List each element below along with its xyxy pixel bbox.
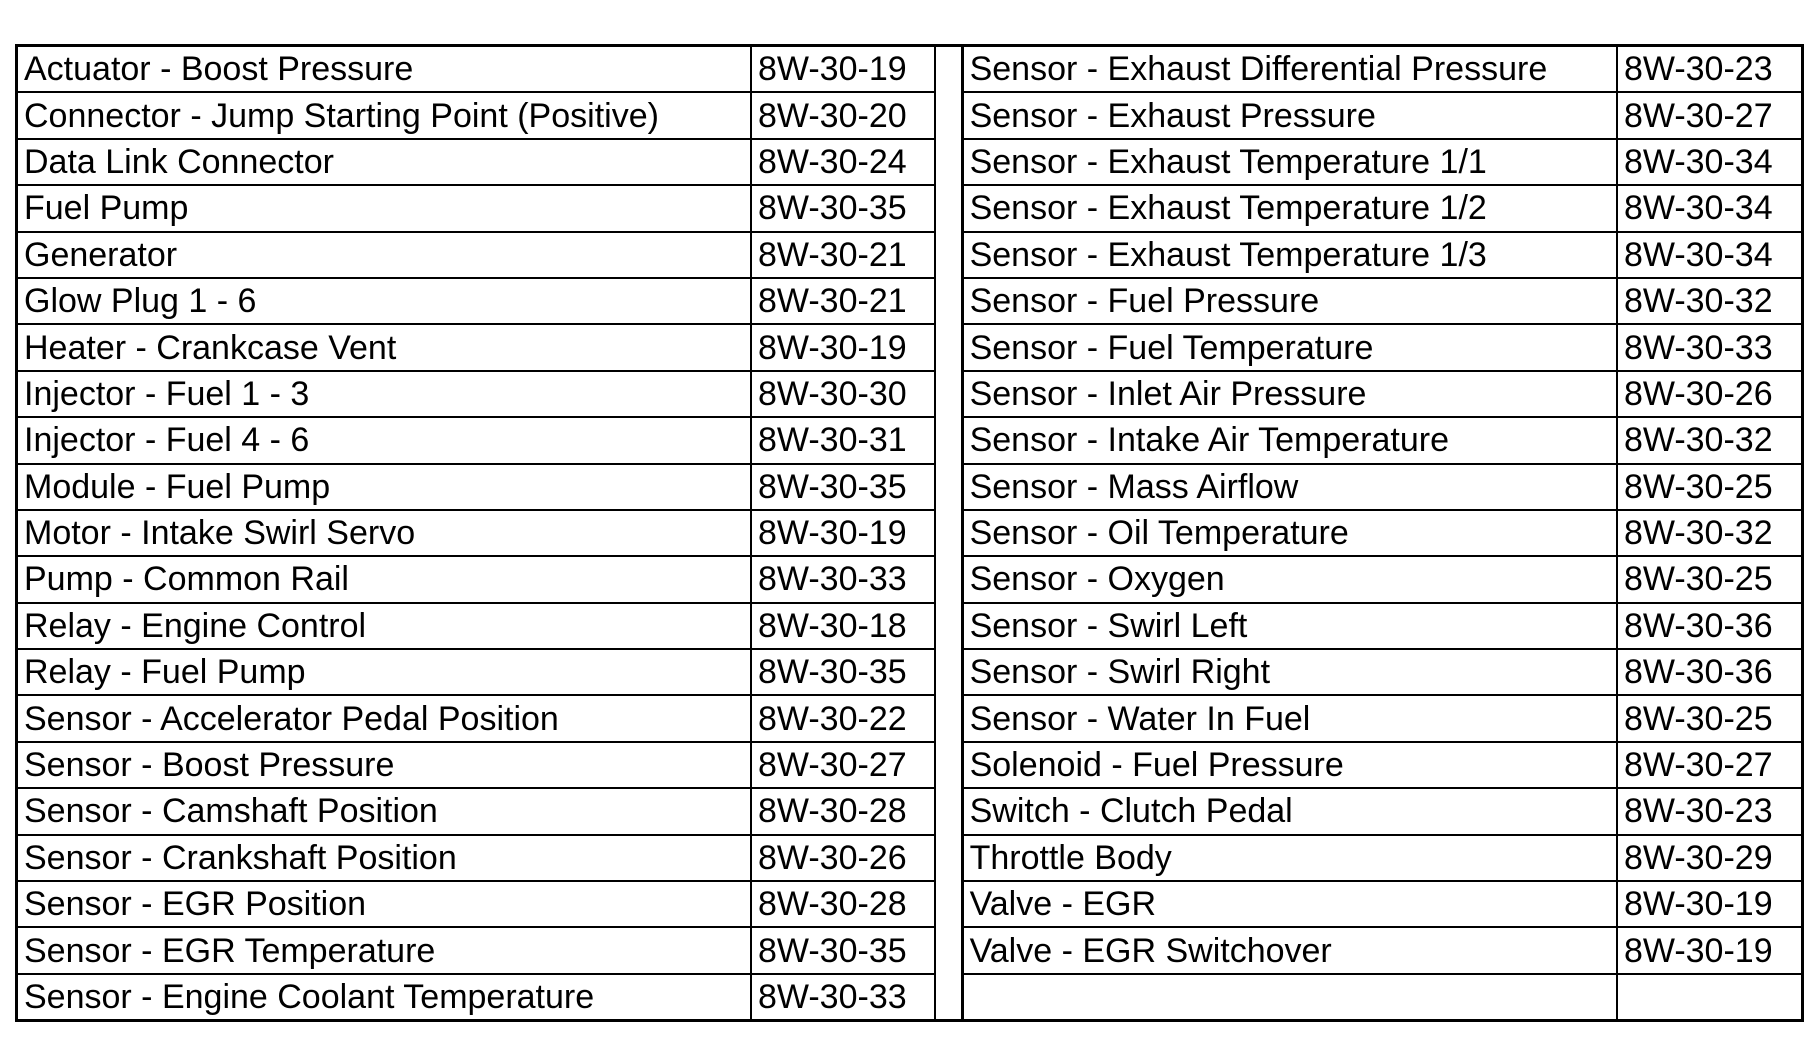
table-row: [17, 417, 1803, 463]
left-component-cell: Sensor - Camshaft Position: [17, 788, 751, 834]
right-page-cell: [1617, 974, 1803, 1021]
left-component-cell: Module - Fuel Pump: [17, 464, 751, 510]
table-row: [17, 324, 1803, 370]
right-component-cell: Valve - EGR Switchover: [962, 927, 1617, 973]
table-row: [17, 46, 1803, 93]
table-row: [17, 185, 1803, 231]
right-component-cell: Sensor - Inlet Air Pressure: [962, 371, 1617, 417]
right-component-cell: Sensor - Intake Air Temperature: [962, 417, 1617, 463]
left-component-cell: Heater - Crankcase Vent: [17, 324, 751, 370]
right-component-cell: Sensor - Fuel Pressure: [962, 278, 1617, 324]
table-row: [17, 695, 1803, 741]
column-gap: [935, 278, 963, 324]
right-page-cell: 8W-30-23: [1617, 788, 1803, 834]
left-page-cell: 8W-30-26: [751, 835, 935, 881]
component-index-table: [15, 44, 1804, 1022]
right-component-cell: Sensor - Oil Temperature: [962, 510, 1617, 556]
right-component-cell: Switch - Clutch Pedal: [962, 788, 1617, 834]
column-gap: [935, 974, 963, 1021]
right-component-cell: Sensor - Swirl Left: [962, 603, 1617, 649]
right-page-cell: 8W-30-27: [1617, 92, 1803, 138]
component-index-body: [17, 46, 1803, 1021]
right-page-cell: 8W-30-33: [1617, 324, 1803, 370]
right-component-cell: Valve - EGR: [962, 881, 1617, 927]
table-row: [17, 974, 1803, 1021]
right-component-cell: Sensor - Exhaust Temperature 1/1: [962, 139, 1617, 185]
right-page-cell: 8W-30-25: [1617, 695, 1803, 741]
left-component-cell: Fuel Pump: [17, 185, 751, 231]
right-page-cell: 8W-30-25: [1617, 464, 1803, 510]
table-row: [17, 139, 1803, 185]
table-row: [17, 464, 1803, 510]
right-component-cell: Sensor - Water In Fuel: [962, 695, 1617, 741]
right-page-cell: 8W-30-32: [1617, 417, 1803, 463]
table-row: [17, 649, 1803, 695]
table-row: [17, 835, 1803, 881]
right-component-cell: Solenoid - Fuel Pressure: [962, 742, 1617, 788]
right-page-cell: 8W-30-32: [1617, 510, 1803, 556]
left-component-cell: Injector - Fuel 1 - 3: [17, 371, 751, 417]
left-component-cell: Relay - Fuel Pump: [17, 649, 751, 695]
right-page-cell: 8W-30-36: [1617, 603, 1803, 649]
table-row: [17, 92, 1803, 138]
left-page-cell: 8W-30-19: [751, 46, 935, 93]
right-component-cell: [962, 974, 1617, 1021]
left-component-cell: Actuator - Boost Pressure: [17, 46, 751, 93]
right-page-cell: 8W-30-34: [1617, 232, 1803, 278]
right-page-cell: 8W-30-34: [1617, 139, 1803, 185]
left-page-cell: 8W-30-33: [751, 556, 935, 602]
left-page-cell: 8W-30-27: [751, 742, 935, 788]
column-gap: [935, 324, 963, 370]
right-component-cell: Sensor - Exhaust Temperature 1/3: [962, 232, 1617, 278]
left-component-cell: Data Link Connector: [17, 139, 751, 185]
right-component-cell: Sensor - Fuel Temperature: [962, 324, 1617, 370]
left-page-cell: 8W-30-35: [751, 649, 935, 695]
left-component-cell: Sensor - EGR Position: [17, 881, 751, 927]
column-gap: [935, 464, 963, 510]
table-row: [17, 881, 1803, 927]
left-component-cell: Sensor - Engine Coolant Temperature: [17, 974, 751, 1021]
column-gap: [935, 835, 963, 881]
left-page-cell: 8W-30-18: [751, 603, 935, 649]
column-gap: [935, 695, 963, 741]
left-component-cell: Generator: [17, 232, 751, 278]
left-page-cell: 8W-30-31: [751, 417, 935, 463]
left-component-cell: Relay - Engine Control: [17, 603, 751, 649]
column-gap: [935, 46, 963, 93]
table-row: [17, 603, 1803, 649]
left-page-cell: 8W-30-35: [751, 185, 935, 231]
right-page-cell: 8W-30-34: [1617, 185, 1803, 231]
column-gap: [935, 742, 963, 788]
column-gap: [935, 881, 963, 927]
table-row: [17, 927, 1803, 973]
column-gap: [935, 510, 963, 556]
right-component-cell: Sensor - Mass Airflow: [962, 464, 1617, 510]
table-row: [17, 556, 1803, 602]
column-gap: [935, 603, 963, 649]
left-page-cell: 8W-30-35: [751, 464, 935, 510]
right-component-cell: Sensor - Swirl Right: [962, 649, 1617, 695]
column-gap: [935, 139, 963, 185]
left-component-cell: Sensor - EGR Temperature: [17, 927, 751, 973]
left-component-cell: Motor - Intake Swirl Servo: [17, 510, 751, 556]
right-component-cell: Sensor - Exhaust Differential Pressure: [962, 46, 1617, 93]
left-page-cell: 8W-30-30: [751, 371, 935, 417]
left-page-cell: 8W-30-20: [751, 92, 935, 138]
right-page-cell: 8W-30-29: [1617, 835, 1803, 881]
right-page-cell: 8W-30-19: [1617, 927, 1803, 973]
right-page-cell: 8W-30-19: [1617, 881, 1803, 927]
table-row: [17, 510, 1803, 556]
column-gap: [935, 556, 963, 602]
left-component-cell: Injector - Fuel 4 - 6: [17, 417, 751, 463]
right-component-cell: Sensor - Exhaust Temperature 1/2: [962, 185, 1617, 231]
right-page-cell: 8W-30-26: [1617, 371, 1803, 417]
column-gap: [935, 185, 963, 231]
right-page-cell: 8W-30-36: [1617, 649, 1803, 695]
right-component-cell: Sensor - Oxygen: [962, 556, 1617, 602]
left-component-cell: Sensor - Crankshaft Position: [17, 835, 751, 881]
left-page-cell: 8W-30-28: [751, 881, 935, 927]
right-page-cell: 8W-30-27: [1617, 742, 1803, 788]
column-gap: [935, 232, 963, 278]
left-component-cell: Sensor - Boost Pressure: [17, 742, 751, 788]
column-gap: [935, 371, 963, 417]
left-component-cell: Sensor - Accelerator Pedal Position: [17, 695, 751, 741]
column-gap: [935, 788, 963, 834]
table-row: [17, 788, 1803, 834]
table-row: [17, 371, 1803, 417]
right-page-cell: 8W-30-25: [1617, 556, 1803, 602]
right-page-cell: 8W-30-23: [1617, 46, 1803, 93]
left-page-cell: 8W-30-19: [751, 510, 935, 556]
column-gap: [935, 649, 963, 695]
left-page-cell: 8W-30-21: [751, 278, 935, 324]
table-row: [17, 278, 1803, 324]
left-page-cell: 8W-30-19: [751, 324, 935, 370]
left-page-cell: 8W-30-35: [751, 927, 935, 973]
left-page-cell: 8W-30-22: [751, 695, 935, 741]
table-row: [17, 232, 1803, 278]
right-component-cell: Throttle Body: [962, 835, 1617, 881]
left-component-cell: Connector - Jump Starting Point (Positive): [17, 92, 751, 138]
left-page-cell: 8W-30-21: [751, 232, 935, 278]
left-component-cell: Pump - Common Rail: [17, 556, 751, 602]
table-row: [17, 742, 1803, 788]
left-page-cell: 8W-30-24: [751, 139, 935, 185]
right-component-cell: Sensor - Exhaust Pressure: [962, 92, 1617, 138]
left-page-cell: 8W-30-33: [751, 974, 935, 1021]
column-gap: [935, 927, 963, 973]
column-gap: [935, 92, 963, 138]
column-gap: [935, 417, 963, 463]
right-page-cell: 8W-30-32: [1617, 278, 1803, 324]
left-page-cell: 8W-30-28: [751, 788, 935, 834]
left-component-cell: Glow Plug 1 - 6: [17, 278, 751, 324]
